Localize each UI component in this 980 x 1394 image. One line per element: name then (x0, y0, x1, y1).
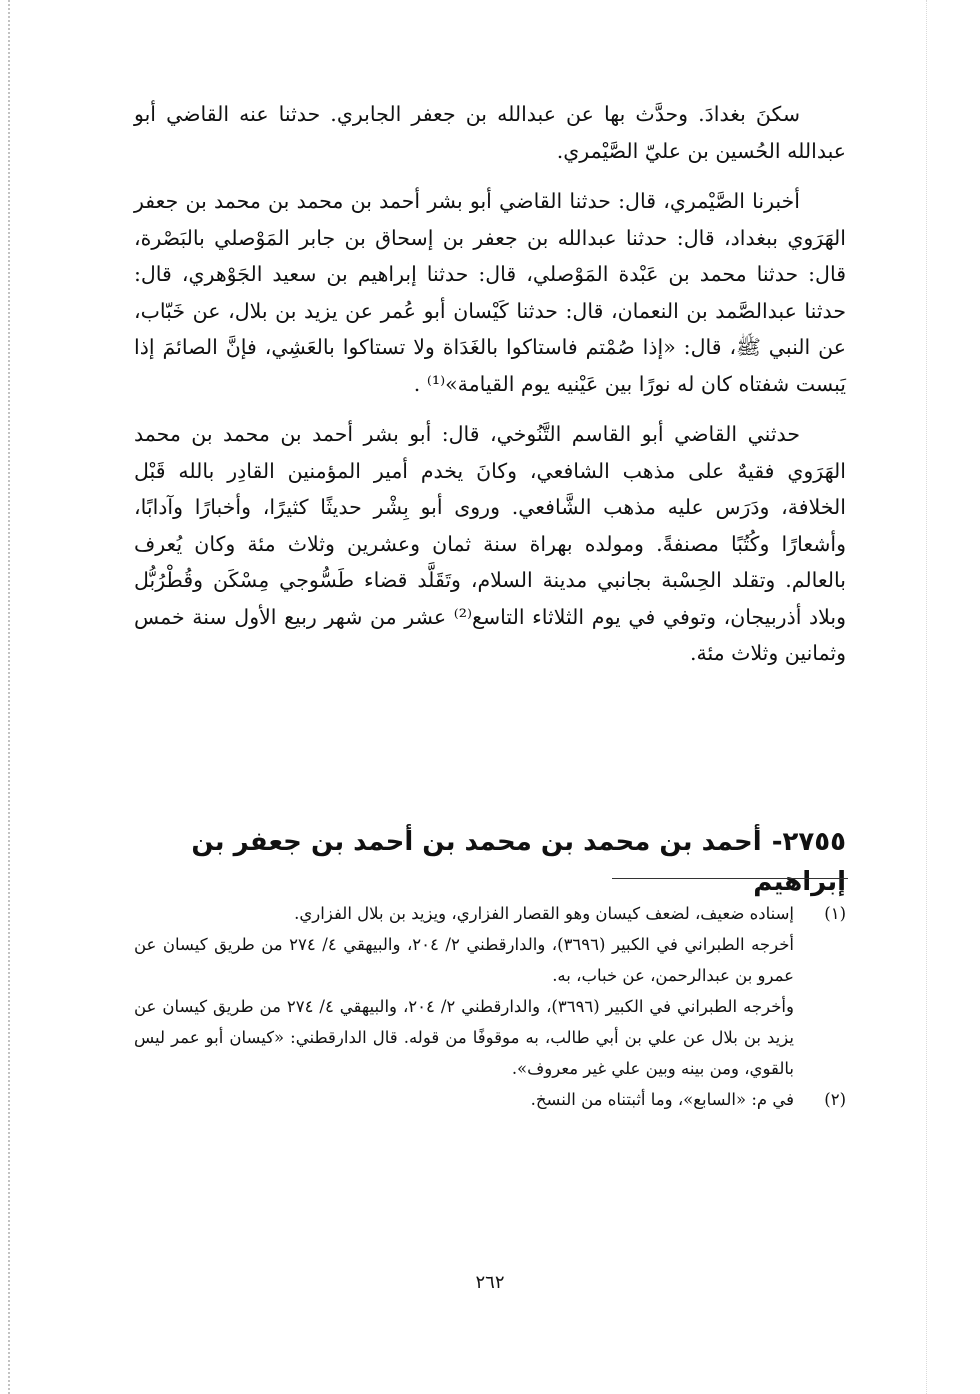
main-text (134, 96, 846, 672)
page-number: ٢٦٢ (475, 1272, 505, 1293)
footnote-line: في م: «السابع»، وما أثبتناه من النسخ. (530, 1090, 794, 1109)
scan-edge-right (926, 0, 929, 1394)
entry-heading (134, 822, 846, 902)
entry-number: ٢٧٥٥- (771, 827, 846, 857)
paragraph: سكنَ بغدادَ. وحدَّث بها عن عبدالله بن جعفر الجابري. حدثنا عنه القاضي أبو عبدالله الحُسين بن عليّ الصَّيْمري. (134, 102, 846, 163)
footnote-line: أخرجه الطبراني في الكبير (٣٦٩٦)، والدارقطني ٢/ ٢٠٤، والبيهقي ٤/ ٢٧٤ من طريق كيسان عن عمرو بن عبدالرحمن، عن خباب، به. (134, 935, 795, 985)
footnote-number: (١) (824, 904, 846, 923)
footnote-line: وأخرجه الطبراني في الكبير (٣٦٩٦)، والدارقطني ٢/ ٢٠٤، والبيهقي ٤/ ٢٧٤ من طريق كيسان عن يزيد بن بلال عن علي بن أبي طالب، به موقوفًا من قوله. قال الدارقطني: «كيسان أبو عمر ليس بالقوي، ومن بينه وبين علي غير معروف». (134, 997, 794, 1078)
footnote-line: إسناده ضعيف، لضعف كيسان وهو القصار الفزاري، ويزيد بن بلال الفزاري. (294, 904, 794, 923)
footnote (134, 1084, 846, 1115)
footnote-number: (٢) (824, 1090, 846, 1109)
paragraph: حدثني القاضي أبو القاسم التَّنُوخي، قال: أبو بشر أحمد بن محمد بن محمد الهَرَوي فقيهٌ على مذهب الشافعي، وكانَ يخدم أمير المؤمنين القادِر بالله قَبْل الخلافة، ودَرَس عليه مذهب الشَّافعي. وروى أبو بِشْر حديثًا كثيرًا، وأخبارًا وآدابًا، وأشعارًا وكُتُبًا مصنفةً. ومولده بهراة سنة ثمان وعشرين وثلاث مئة وكان يُعرف بالعالم. وتقلد الحِسْبة بجانبي مدينة السلام، وتَقَلَّد قضاء طَسُّوجي مِسْكَن وقُطْرُبُّل وبلاد أذربيجان، وتوفي في يوم الثلاثاء التاسع⁽²⁾ عشر من شهر ربيع الأول سنة خمس وثمانين وثلاث مئة. (134, 422, 847, 665)
paragraph: أخبرنا الصَّيْمري، قال: حدثنا القاضي أبو بشر أحمد بن محمد بن محمد بن جعفر الهَرَوي ببغداد، قال: حدثنا عبدالله بن جعفر بن إسحاق بن جابر المَوْصلي بالبَصْرة، قال: حدثنا محمد بن عَبْدة المَوْصلي، قال: حدثنا إبراهيم بن سعيد الجَوْهري، قال: حدثنا عبدالصَّمد بن النعمان، قال: حدثنا كَيْسان أبو عُمر عن يزيد بن بلال، عن خَبّاب، عن النبي ﷺ، قال: «إذا صُمْتم فاستاكوا بالغَدَاة ولا تستاكوا بالعَشِي، فإنَّ الصائمَ إذا يَبست شفتاه كان له نورًا بين عَيْنيه يوم القيامة»⁽¹⁾ . (134, 189, 846, 396)
footnote (134, 898, 846, 1084)
footnote-separator (612, 878, 848, 879)
entry-name: أحمد بن محمد بن محمد بن أحمد بن جعفر بن إبراهيم (191, 827, 846, 897)
scan-edge-left (8, 0, 12, 1394)
footnotes (134, 898, 846, 1115)
